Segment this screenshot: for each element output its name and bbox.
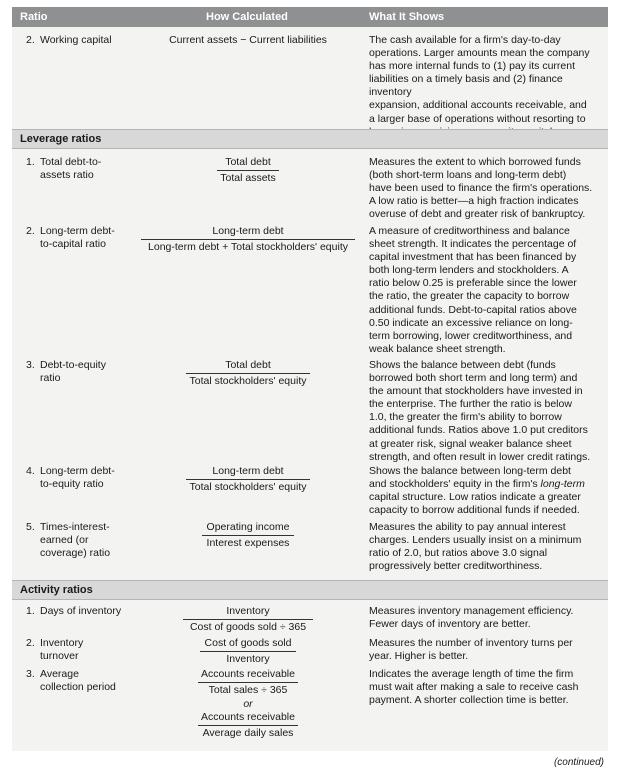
desc-line: payment. A shorter collection time is better.	[369, 694, 569, 707]
name-line: Long-term debt-	[40, 465, 115, 477]
numerator: Inventory	[226, 605, 270, 617]
denominator: Long-term debt + Total stockholders' equity	[148, 241, 348, 253]
desc-line: additional funds. Ratios above 1.0 put creditors	[369, 424, 588, 437]
desc-line: Fewer days of inventory are better.	[369, 618, 531, 631]
ratio-name	[40, 359, 130, 385]
fraction	[138, 637, 358, 666]
desc-line: strength, and often result in lower credit ratings.	[369, 450, 591, 463]
fraction	[138, 359, 358, 388]
row-number: 4.	[26, 465, 35, 477]
fraction	[138, 465, 358, 494]
denominator: Cost of goods sold ÷ 365	[189, 621, 307, 633]
row-number: 5.	[26, 521, 35, 533]
desc-line: the ratio, the greater the capacity to borrow	[369, 290, 570, 303]
desc-line: A low ratio is better—a high fraction indicates	[369, 195, 579, 208]
desc-line-with-italic	[369, 478, 604, 491]
section-title: Activity ratios	[20, 584, 93, 596]
ratio-description	[369, 156, 604, 221]
desc-line: additional funds. Debt-to-capital ratios above	[369, 303, 577, 316]
numerator: Cost of goods sold	[204, 637, 292, 649]
fraction-bar	[141, 239, 355, 240]
desc-line: both long-term lenders and stockholders. A	[369, 264, 569, 277]
table-header	[12, 7, 608, 27]
name-line: earned (or	[40, 534, 89, 546]
ratio-name	[40, 156, 130, 182]
desc-line: Measures inventory management efficiency.	[369, 605, 574, 617]
desc-line: operations. Larger amounts mean the company	[369, 47, 590, 60]
fraction-bar	[198, 725, 298, 726]
row-number: 1.	[26, 605, 35, 617]
row-number: 3.	[26, 668, 35, 680]
numerator: Total debt	[225, 359, 271, 371]
name-line: assets ratio	[40, 169, 94, 181]
desc-line: the amount that stockholders have invested in	[369, 385, 583, 398]
desc-line: have been used to finance the firm's operations.	[369, 182, 593, 195]
denominator: Average daily sales	[202, 727, 294, 739]
desc-line: ratio of 2.0, but ratios above 3.0 signal	[369, 547, 548, 560]
fraction	[138, 521, 358, 550]
name-line: ratio	[40, 372, 61, 384]
name-line: coverage) ratio	[40, 547, 111, 559]
name-line: collection period	[40, 681, 116, 693]
ratio-name	[40, 521, 130, 560]
desc-line: overuse of debt and greater risk of bankruptcy.	[369, 208, 586, 221]
name-line: Total debt-to-	[40, 156, 102, 168]
fraction-bar	[217, 170, 279, 171]
desc-line: weak balance sheet strength.	[369, 342, 506, 355]
numerator: Operating income	[206, 521, 290, 533]
row-number: 2.	[26, 34, 35, 46]
desc-line: a larger base of operations without resorting to	[369, 112, 586, 125]
fraction	[138, 605, 358, 634]
desc-line: ratio below 0.25 is preferable since the lower	[369, 277, 577, 290]
denominator: Interest expenses	[206, 537, 290, 549]
fraction	[138, 225, 358, 254]
header-ratio: Ratio	[20, 11, 48, 23]
ratio-name	[40, 637, 130, 663]
desc-line: Measures the extent to which borrowed funds	[369, 156, 581, 168]
calc-formula: Current assets − Current liabilities	[169, 34, 327, 46]
section-header-activity	[12, 580, 608, 600]
continued-note: (continued)	[553, 757, 604, 768]
desc-line: Indicates the average length of time the firm	[369, 668, 574, 680]
desc-line: capital investment that has been financed by	[369, 251, 577, 264]
name-line: Days of inventory	[40, 605, 122, 617]
desc-line: The cash available for a firm's day-to-day	[369, 34, 561, 46]
ratio-description	[369, 668, 604, 707]
ratio-name	[40, 668, 130, 694]
desc-line: must wait after making a sale to receive cash	[369, 681, 579, 694]
desc-line: Measures the ability to pay annual interest	[369, 521, 566, 533]
desc-line: expansion, additional accounts receivable, and	[369, 99, 587, 112]
row-number: 2.	[26, 637, 35, 649]
denominator: Total sales ÷ 365	[208, 684, 288, 696]
denominator: Inventory	[226, 653, 270, 665]
ratio-name	[40, 605, 140, 618]
ratio-name	[40, 465, 130, 491]
fraction-bar	[202, 535, 294, 536]
name-line: to-capital ratio	[40, 238, 106, 250]
fraction-bar	[186, 479, 310, 480]
numerator: Long-term debt	[212, 465, 284, 477]
section-title: Leverage ratios	[20, 133, 102, 145]
fraction-bar	[186, 373, 310, 374]
ratio-description	[369, 637, 604, 663]
header-what-it-shows: What It Shows	[369, 11, 445, 23]
fraction-bar	[183, 619, 313, 620]
name-line: turnover	[40, 650, 79, 662]
name-line: Long-term debt-	[40, 225, 115, 237]
fraction-bar	[198, 682, 298, 683]
name-line: Times-interest-	[40, 521, 110, 533]
denominator: Total assets	[220, 172, 276, 184]
denominator: Total stockholders' equity	[189, 481, 307, 493]
row-number: 1.	[26, 156, 35, 168]
desc-line: year. Higher is better.	[369, 650, 469, 663]
ratio-description	[369, 225, 604, 356]
name-line: to-equity ratio	[40, 478, 104, 490]
ratio-description	[369, 359, 604, 464]
ratio-description	[369, 34, 604, 139]
desc-line: has more internal funds to (1) pay its current	[369, 60, 576, 73]
desc-line: capacity to borrow additional funds if needed.	[369, 504, 580, 517]
ratio-description	[369, 521, 604, 573]
desc-line: charges. Lenders usually insist on a minimum	[369, 534, 582, 547]
ratio-name	[40, 225, 130, 251]
desc-line: A measure of creditworthiness and balance	[369, 225, 570, 237]
desc-line: borrowed both short term and long term) and	[369, 372, 578, 385]
desc-line: (both short-term loans and long-term debt)	[369, 169, 567, 182]
name-line: Debt-to-equity	[40, 359, 106, 371]
desc-line: at greater risk, signal weaker balance sheet	[369, 437, 572, 450]
numerator: Accounts receivable	[201, 711, 295, 723]
desc-line: 1.0, the greater the firm's ability to borrow	[369, 411, 562, 424]
name-line: Average	[40, 668, 79, 680]
ratio-description	[369, 605, 604, 631]
fraction	[138, 156, 358, 185]
desc-line: Shows the balance between long-term debt	[369, 465, 571, 477]
or-separator: or	[243, 698, 253, 710]
fraction	[138, 668, 358, 740]
section-header-leverage	[12, 129, 608, 149]
ratio-name: Working capital	[40, 34, 112, 46]
fraction-bar	[200, 651, 296, 652]
name-line: Inventory	[40, 637, 84, 649]
desc-line: Shows the balance between debt (funds	[369, 359, 556, 371]
desc-line: sheet strength. It indicates the percentage of	[369, 238, 577, 251]
desc-line: liabilities on a timely basis and (2) finance inventory	[369, 73, 563, 99]
desc-text: and stockholders' equity in the firm's	[369, 478, 538, 491]
numerator: Accounts receivable	[201, 668, 295, 680]
numerator: Total debt	[225, 156, 271, 168]
desc-line: capital structure. Low ratios indicate a greater	[369, 491, 581, 504]
ratio-description	[369, 465, 604, 517]
desc-italic: long-term	[540, 478, 585, 491]
denominator: Total stockholders' equity	[189, 375, 307, 387]
desc-line: Measures the number of inventory turns per	[369, 637, 573, 649]
desc-line: the enterprise. The further the ratio is below	[369, 398, 572, 411]
row-number: 3.	[26, 359, 35, 371]
desc-line: progressively better creditworthiness.	[369, 560, 543, 573]
row-number: 2.	[26, 225, 35, 237]
desc-line: 0.50 indicate an excessive reliance on long-	[369, 316, 573, 329]
desc-line: term borrowing, lower creditworthiness, and	[369, 329, 573, 342]
numerator: Long-term debt	[212, 225, 284, 237]
header-how-calculated: How Calculated	[206, 11, 288, 23]
